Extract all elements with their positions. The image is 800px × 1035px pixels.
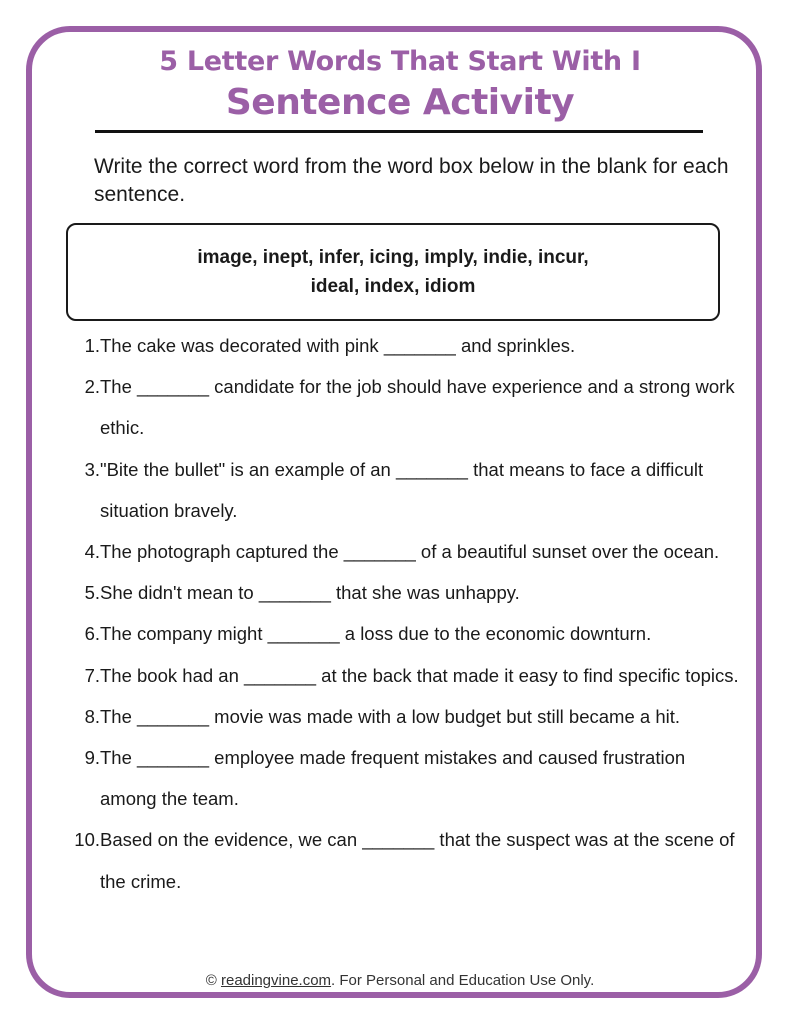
- question-number: 3.: [84, 458, 100, 480]
- question-item: [60, 613, 740, 654]
- question-number: 9.: [84, 747, 100, 769]
- question-item: [60, 449, 740, 531]
- question-item: [60, 366, 740, 448]
- question-item: [60, 325, 740, 366]
- question-item: [60, 819, 740, 901]
- instructions-text: Write the correct word from the word box below in the blank for each sentence.: [94, 155, 729, 206]
- question-number: 4.: [84, 541, 100, 563]
- question-number: 10.: [74, 829, 100, 851]
- word-box: [66, 223, 720, 321]
- question-text: The book had an _______ at the back that made it easy to find specific topics.: [100, 664, 739, 686]
- question-text: The _______ candidate for the job should have experience and a strong work ethic.: [100, 376, 735, 439]
- question-number: 2.: [84, 376, 100, 398]
- footer-notice: . For Personal and Education Use Only.: [331, 972, 595, 989]
- question-item: [60, 655, 740, 696]
- question-text: The cake was decorated with pink _______ and sprinkles.: [100, 335, 576, 356]
- word-box-line-2: ideal, index, idiom: [310, 276, 476, 297]
- footer-copyright: ©: [205, 972, 221, 989]
- title-divider: [95, 130, 703, 133]
- question-text: She didn't mean to _______ that she was unhappy.: [100, 582, 520, 604]
- question-item: [60, 531, 740, 572]
- question-text: "Bite the bullet" is an example of an _______ that means to face a difficult situation bravely.: [100, 458, 704, 521]
- question-item: [60, 696, 740, 737]
- question-list: [60, 325, 740, 902]
- question-number: 7.: [84, 664, 100, 686]
- question-number: 8.: [84, 705, 100, 727]
- question-number: 6.: [84, 623, 100, 645]
- question-number: 5.: [84, 582, 100, 604]
- worksheet-subtitle: 5 Letter Words That Start With I: [159, 46, 641, 77]
- word-box-words: [153, 243, 633, 301]
- question-number: 1.: [84, 335, 100, 356]
- word-box-line-1: image, inept, infer, icing, imply, indie, incur,: [197, 247, 589, 268]
- question-item: [60, 572, 740, 613]
- question-text: The _______ employee made frequent mistakes and caused frustration among the team.: [100, 747, 686, 810]
- footer: [0, 972, 800, 989]
- question-item: [60, 737, 740, 819]
- worksheet-title: Sentence Activity: [225, 82, 575, 123]
- question-text: The _______ movie was made with a low budget but still became a hit.: [100, 705, 680, 727]
- footer-link[interactable]: readingvine.com: [220, 972, 332, 989]
- question-text: Based on the evidence, we can _______ that the suspect was at the scene of the crime.: [100, 829, 735, 892]
- question-text: The company might _______ a loss due to the economic downturn.: [100, 623, 652, 645]
- question-text: The photograph captured the _______ of a beautiful sunset over the ocean.: [100, 541, 720, 563]
